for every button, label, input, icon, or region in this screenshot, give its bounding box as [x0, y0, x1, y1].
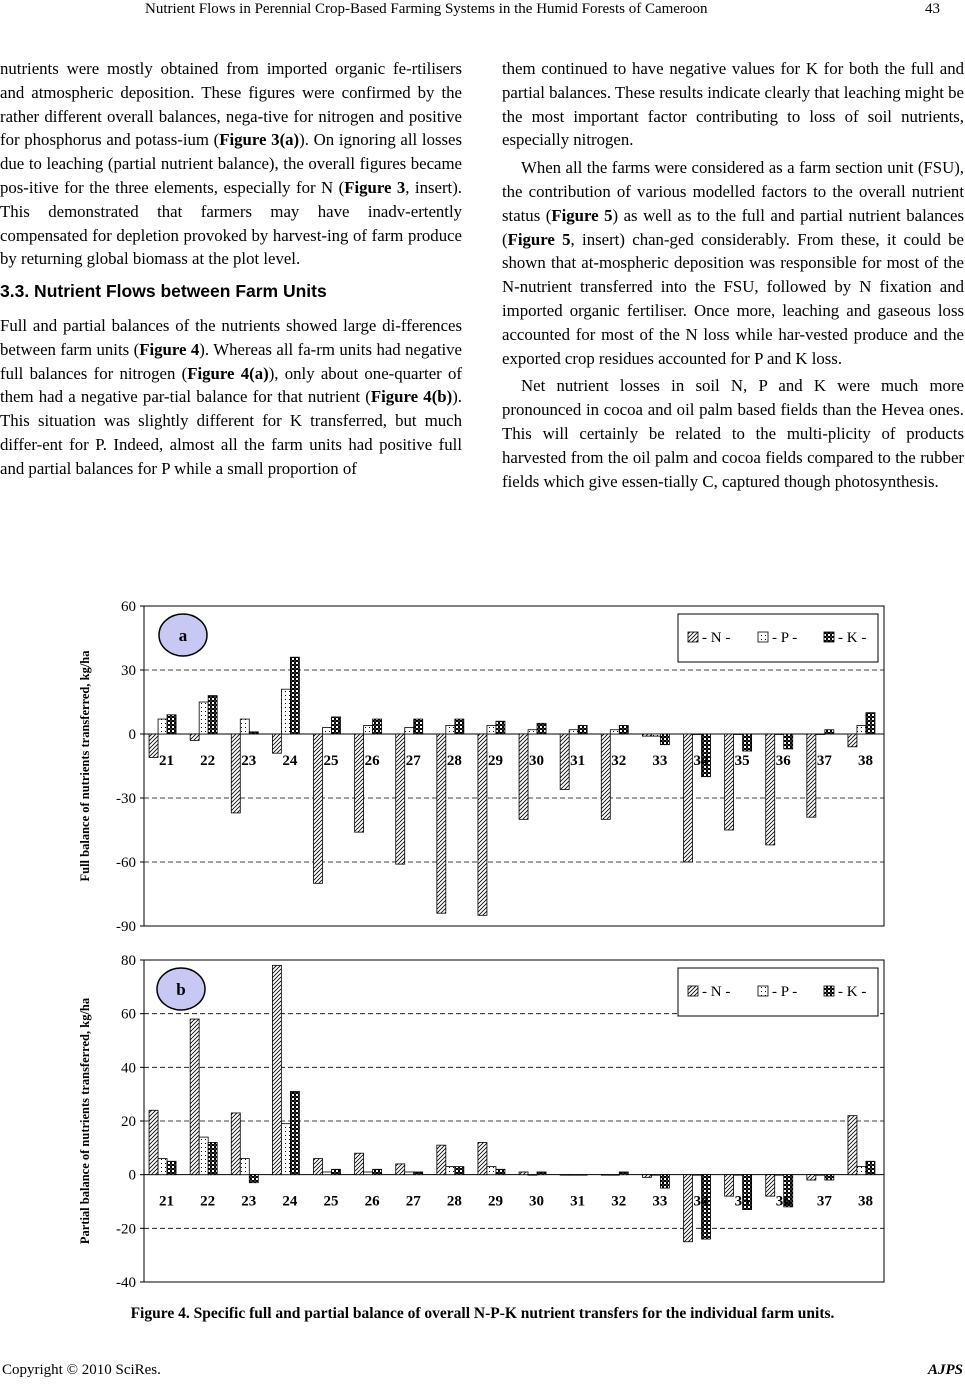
bar — [537, 1172, 546, 1175]
bar — [240, 719, 249, 734]
bar — [437, 734, 446, 913]
panel-badge-label: b — [176, 980, 186, 999]
x-tick-label: 36 — [775, 753, 791, 769]
bar — [478, 734, 487, 915]
bar — [734, 1175, 743, 1176]
bar — [167, 715, 176, 734]
bar — [314, 1159, 323, 1175]
bar — [231, 734, 240, 813]
bar — [446, 1167, 455, 1175]
y-tick-label: -90 — [116, 919, 136, 935]
legend — [678, 968, 878, 1016]
text-run: ), only about one-quarter of them had a negative par-tial balance for that nutrient ( — [0, 363, 462, 407]
bar — [537, 723, 546, 734]
x-tick-label: 31 — [570, 1193, 586, 1210]
x-tick-label: 21 — [159, 753, 175, 769]
x-tick-label: 38 — [857, 1193, 873, 1210]
text-run: ) as well as to the full and partial nutrient balances ( — [502, 205, 964, 249]
bar — [364, 1172, 373, 1175]
bar — [487, 725, 496, 734]
legend-swatch — [824, 632, 834, 642]
bar — [775, 734, 784, 735]
bar — [281, 689, 290, 734]
bar — [528, 1175, 537, 1176]
right-paragraph-1: them continued to have negative values for K for both the full and partial balances. These results indicate clearly that leaching might be the most important factor contributing to loss of soil nutrients, especially nitrogen. — [502, 59, 964, 150]
bar — [323, 728, 332, 734]
bar — [784, 734, 793, 749]
bar — [660, 1175, 669, 1188]
legend-swatch — [688, 986, 698, 996]
bar — [149, 1110, 158, 1174]
y-tick-label: 20 — [121, 1114, 136, 1130]
x-tick-label: 26 — [364, 753, 380, 769]
x-tick-label: 30 — [529, 1193, 545, 1210]
bar — [405, 1172, 414, 1175]
x-tick-label: 37 — [816, 753, 832, 769]
bar — [355, 1153, 364, 1174]
bar — [332, 717, 341, 734]
bar — [651, 1175, 660, 1176]
x-tick-label: 28 — [446, 753, 462, 769]
legend-label: - N - — [702, 630, 731, 646]
y-tick-label: 80 — [121, 953, 136, 969]
x-tick-label: 28 — [446, 1193, 462, 1210]
text-run: , insert). This demonstrated that farmers may have inadv-ertently compensated for depletion provoked by harvest-ing of farm produce by returning global biomass at the plot level. — [0, 177, 462, 269]
bar — [167, 1161, 176, 1174]
y-tick-label: -60 — [116, 855, 136, 871]
bar — [775, 1175, 784, 1176]
x-tick-label: 34 — [693, 753, 709, 769]
bar — [825, 730, 834, 734]
x-tick-label: 32 — [611, 1193, 627, 1210]
y-tick-label: 30 — [121, 663, 136, 679]
legend-swatch — [824, 986, 834, 996]
copyright: Copyright © 2010 SciRes. — [2, 1362, 161, 1378]
x-tick-label: 25 — [323, 753, 339, 769]
bar — [487, 1167, 496, 1175]
x-tick-label: 29 — [487, 1193, 503, 1210]
y-tick-label: 0 — [128, 1167, 136, 1184]
x-tick-label: 27 — [405, 1193, 421, 1210]
bar — [455, 719, 464, 734]
bar — [857, 1167, 866, 1175]
legend-swatch — [688, 632, 698, 642]
bar — [816, 734, 825, 735]
bar — [158, 1159, 167, 1175]
bar — [158, 719, 167, 734]
x-tick-label: 23 — [241, 753, 257, 769]
bar — [272, 734, 281, 753]
y-tick-label: 60 — [121, 599, 136, 615]
bar — [642, 1175, 651, 1178]
y-axis-label: Partial balance of nutrients transferred, kg/ha — [78, 997, 92, 1245]
bar — [825, 1175, 834, 1180]
bar — [619, 725, 628, 734]
text-run: ). On ignoring all losses due to leaching (partial nutrient balance), the overall figures became pos-itive for the three elements, especially for N ( — [0, 130, 463, 197]
section-heading: 3.3. Nutrient Flows between Farm Units — [0, 281, 327, 302]
legend-label: - K - — [838, 984, 867, 1000]
bar — [519, 734, 528, 819]
x-tick-label: 25 — [323, 1193, 339, 1210]
x-tick-label: 24 — [282, 1193, 298, 1210]
bar — [414, 719, 423, 734]
bar — [651, 734, 660, 736]
legend-label: - P - — [772, 630, 798, 646]
bar — [601, 734, 610, 819]
bar — [496, 721, 505, 734]
bar — [725, 734, 734, 830]
y-tick-label: 40 — [121, 1060, 136, 1077]
text-run: , insert) chan-ged considerably. From these, it could be shown that at-mospheric deposition was responsible for most of the N-nutrient transferred into the FSU, followed by N fixation and imported organic fertiliser. Once more, leaching and gaseous loss accounted for most of the N loss while har-vested produce and the exported crop residues accounted for P and K loss. — [502, 229, 964, 368]
x-tick-label: 27 — [405, 753, 421, 769]
x-tick-label: 35 — [734, 753, 750, 769]
bar — [190, 734, 199, 740]
figure-ref: Figure 4 — [139, 339, 200, 359]
page-header — [0, 0, 965, 24]
right-paragraph-2 — [502, 156, 964, 370]
bar — [290, 657, 299, 734]
figure-ref: Figure 5 — [507, 229, 571, 249]
bar — [569, 730, 578, 734]
figure-ref: Figure 5 — [551, 205, 613, 225]
bar — [190, 1019, 199, 1175]
journal-abbrev: AJPS — [927, 1362, 963, 1378]
bar — [560, 1175, 569, 1176]
bar — [807, 734, 816, 817]
y-tick-label: -40 — [116, 1275, 136, 1291]
y-axis-label: Full balance of nutrients transferred, kg/ha — [78, 650, 92, 882]
legend-label: - P - — [772, 984, 798, 1000]
page-number: 43 — [925, 1, 940, 17]
y-tick-label: -30 — [116, 791, 136, 807]
x-tick-label: 21 — [159, 1193, 175, 1210]
chart-panel-a — [78, 599, 884, 935]
x-tick-label: 29 — [487, 753, 503, 769]
right-paragraph-3: Net nutrient losses in soil N, P and K were much more pronounced in cocoa and oil palm based fields than the Hevea ones. This will certainly be related to the multi-plicity of products harvested from the oil palm and cocoa fields compared to the rubber fields which give essen-tially C, captured though photosynthesis. — [502, 376, 964, 491]
text-run: When all the farms were considered as a farm section unit (FSU), the contribution of various modelled factors to the overall nutrient status ( — [502, 158, 964, 225]
y-tick-label: -20 — [116, 1221, 136, 1238]
x-tick-label: 32 — [611, 753, 627, 769]
text-run: ). This situation was slightly different for K transferred, but much differ-ent for P. Indeed, almost all the farm units had positive full and partial balances for P while a small proportion of — [0, 387, 462, 478]
bar — [208, 1142, 217, 1174]
x-tick-label: 33 — [652, 1193, 668, 1210]
x-tick-label: 35 — [734, 1193, 750, 1210]
x-tick-label: 26 — [364, 1193, 380, 1210]
bar — [866, 1161, 875, 1174]
x-tick-label: 37 — [816, 1193, 832, 1210]
left-column — [0, 57, 462, 481]
bar — [734, 734, 743, 735]
y-tick-label: 0 — [128, 727, 136, 743]
x-tick-label: 30 — [529, 753, 545, 769]
bar — [848, 734, 857, 747]
bar — [610, 730, 619, 734]
bar — [619, 1172, 628, 1175]
legend — [678, 614, 878, 662]
x-tick-label: 34 — [693, 1193, 709, 1210]
left-paragraph-1 — [0, 57, 462, 271]
bar — [364, 725, 373, 734]
bar — [578, 725, 587, 734]
bar — [766, 734, 775, 845]
bar — [446, 725, 455, 734]
bar — [601, 1175, 610, 1176]
bar — [528, 730, 537, 734]
bar — [332, 1169, 341, 1174]
bar — [857, 725, 866, 734]
panel-badge-label: a — [178, 626, 188, 645]
bar — [578, 1175, 587, 1176]
bar — [208, 696, 217, 734]
bar — [249, 1175, 258, 1183]
bar — [281, 1124, 290, 1175]
bar — [455, 1167, 464, 1175]
bar — [199, 1137, 208, 1175]
bar — [323, 1172, 332, 1175]
figure-ref: Figure 4(a) — [187, 363, 269, 383]
bar — [807, 1175, 816, 1180]
x-tick-label: 36 — [775, 1193, 791, 1210]
bar — [231, 1113, 240, 1175]
x-tick-label: 24 — [282, 753, 298, 769]
bar — [848, 1116, 857, 1175]
bar — [272, 965, 281, 1174]
bar — [684, 1175, 693, 1242]
bar — [560, 734, 569, 789]
bar — [240, 1159, 249, 1175]
figure-4-charts — [0, 590, 965, 1300]
text-run: nutrients were mostly obtained from imported organic fe-rtilisers and atmospheric deposition. These figures were confirmed by the rather different overall balances, nega-tive for nitrogen and positive for phosphorus and potass-ium ( — [0, 59, 462, 150]
bar — [437, 1145, 446, 1175]
figure-caption: Figure 4. Specific full and partial balance of overall N-P-K nutrient transfers for the individual farm units. — [130, 1305, 835, 1322]
left-paragraph-2 — [0, 314, 462, 481]
bar — [766, 1175, 775, 1196]
bar — [693, 1175, 702, 1176]
bar — [373, 719, 382, 734]
bar — [610, 1175, 619, 1176]
bar — [743, 734, 752, 751]
right-column — [502, 57, 964, 493]
bar — [314, 734, 323, 883]
bar — [569, 1175, 578, 1176]
y-tick-label: 60 — [121, 1006, 136, 1023]
bar — [478, 1142, 487, 1174]
bar — [396, 734, 405, 864]
x-tick-label: 23 — [241, 1193, 257, 1210]
x-tick-label: 22 — [200, 753, 216, 769]
bar — [725, 1175, 734, 1196]
bar — [642, 734, 651, 736]
bar — [355, 734, 364, 832]
legend-label: - N - — [702, 984, 731, 1000]
figure-ref: Figure 3 — [344, 177, 406, 197]
chart-panel-b — [78, 953, 884, 1291]
x-tick-label: 33 — [652, 753, 668, 769]
figure-ref: Figure 4(b) — [370, 387, 453, 407]
bar — [149, 734, 158, 757]
text-run: Full and partial balances of the nutrients showed large di-fferences between farm units ( — [0, 315, 462, 359]
bar — [249, 732, 258, 734]
x-tick-label: 22 — [200, 1193, 216, 1210]
bar — [373, 1169, 382, 1174]
legend-swatch — [758, 986, 768, 996]
bar — [405, 728, 414, 734]
x-tick-label: 31 — [570, 753, 586, 769]
bar — [866, 713, 875, 734]
text-run: ). Whereas all fa-rm units had negative full balances for nitrogen ( — [0, 339, 462, 383]
bar — [693, 734, 702, 735]
bar — [199, 702, 208, 734]
bar — [496, 1169, 505, 1174]
bar — [290, 1091, 299, 1174]
legend-label: - K - — [838, 630, 867, 646]
figure-ref: Figure 3(a) — [219, 130, 300, 150]
bar — [816, 1175, 825, 1176]
bar — [684, 734, 693, 862]
running-title: Nutrient Flows in Perennial Crop-Based Farming Systems in the Humid Forests of Cameroon — [145, 1, 708, 17]
bar — [414, 1172, 423, 1175]
bar — [396, 1164, 405, 1175]
x-tick-label: 38 — [857, 753, 873, 769]
legend-swatch — [758, 632, 768, 642]
bar — [519, 1172, 528, 1175]
bar — [660, 734, 669, 745]
